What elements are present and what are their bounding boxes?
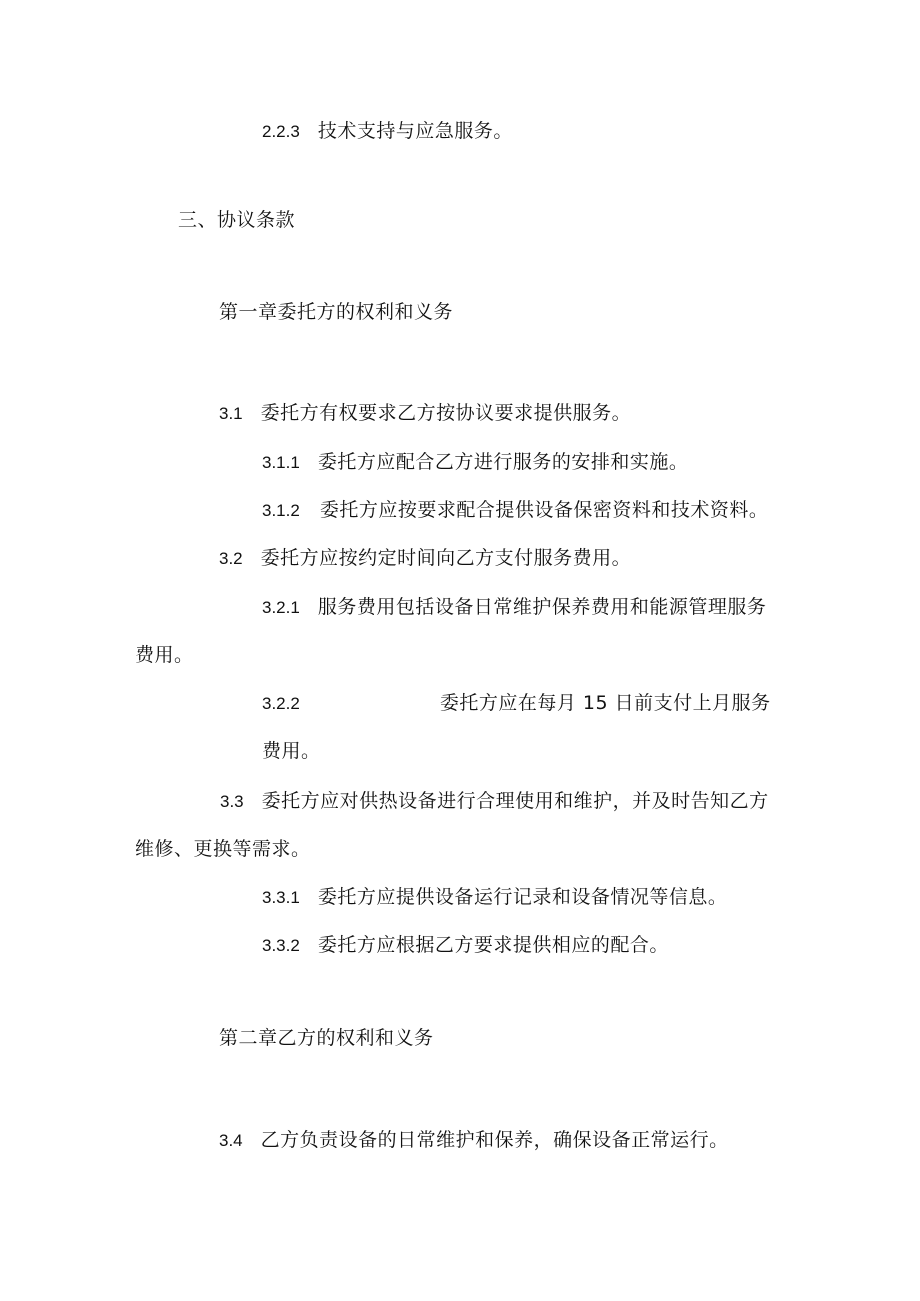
clause-text: 委托方应按约定时间向乙方支付服务费用。 xyxy=(260,547,632,569)
clause-text: 费用。 xyxy=(135,644,194,666)
clause-text: 委托方应根据乙方要求提供相应的配合。 xyxy=(317,934,669,956)
clause-text: 委托方应按要求配合提供设备保密资料和技术资料。 xyxy=(319,499,769,521)
clause-text: 技术支持与应急服务。 xyxy=(317,120,513,142)
clause-number: 3.1.2 xyxy=(262,501,300,520)
clause-3-2-1 xyxy=(262,594,766,621)
clause-3-2-1-continuation xyxy=(135,642,194,668)
clause-3-2-2-continuation xyxy=(262,738,321,764)
chapter-1-heading xyxy=(219,299,453,325)
clause-3-3-2 xyxy=(262,932,669,959)
clause-number: 3.3 xyxy=(220,792,244,811)
clause-text: 委托方应提供设备运行记录和设备情况等信息。 xyxy=(317,886,728,908)
clause-text: 服务费用包括设备日常维护保养费用和能源管理服务 xyxy=(317,596,767,618)
clause-text: 维修、更换等需求。 xyxy=(135,838,311,860)
clause-3-2 xyxy=(219,545,631,572)
clause-text: 乙方负责设备的日常维护和保养，确保设备正常运行。 xyxy=(260,1129,729,1151)
clause-number: 3.3.1 xyxy=(262,888,300,907)
clause-2-2-3 xyxy=(262,118,513,145)
clause-3-2-2 xyxy=(262,690,771,717)
section-heading-text: 三、协议条款 xyxy=(178,209,296,231)
clause-3-1-1 xyxy=(262,449,688,476)
clause-text: 费用。 xyxy=(262,740,321,762)
clause-3-4 xyxy=(219,1127,729,1154)
clause-text: 委托方有权要求乙方按协议要求提供服务。 xyxy=(260,402,632,424)
clause-number: 3.1.1 xyxy=(262,453,300,472)
clause-number: 2.2.3 xyxy=(262,122,300,141)
section-heading-3 xyxy=(178,207,295,233)
chapter-heading-text: 第一章委托方的权利和义务 xyxy=(219,301,454,323)
clause-number: 3.3.2 xyxy=(262,936,300,955)
clause-number: 3.2.2 xyxy=(262,694,300,713)
clause-number: 3.4 xyxy=(219,1131,243,1150)
clause-3-1 xyxy=(219,400,631,427)
chapter-heading-text: 第二章乙方的权利和义务 xyxy=(219,1027,434,1049)
clause-number: 3.2.1 xyxy=(262,598,300,617)
clause-text: 委托方应配合乙方进行服务的安排和实施。 xyxy=(317,451,689,473)
clause-3-3-1 xyxy=(262,884,727,911)
chapter-2-heading xyxy=(219,1025,434,1051)
clause-3-3 xyxy=(220,788,769,815)
clause-3-3-continuation xyxy=(135,836,311,862)
clause-number: 3.2 xyxy=(219,549,243,568)
clause-3-1-2 xyxy=(262,497,768,524)
clause-text: 委托方应在每月 15 日前支付上月服务 xyxy=(439,692,771,714)
clause-number: 3.1 xyxy=(219,404,243,423)
clause-text: 委托方应对供热设备进行合理使用和维护，并及时告知乙方 xyxy=(261,790,769,812)
